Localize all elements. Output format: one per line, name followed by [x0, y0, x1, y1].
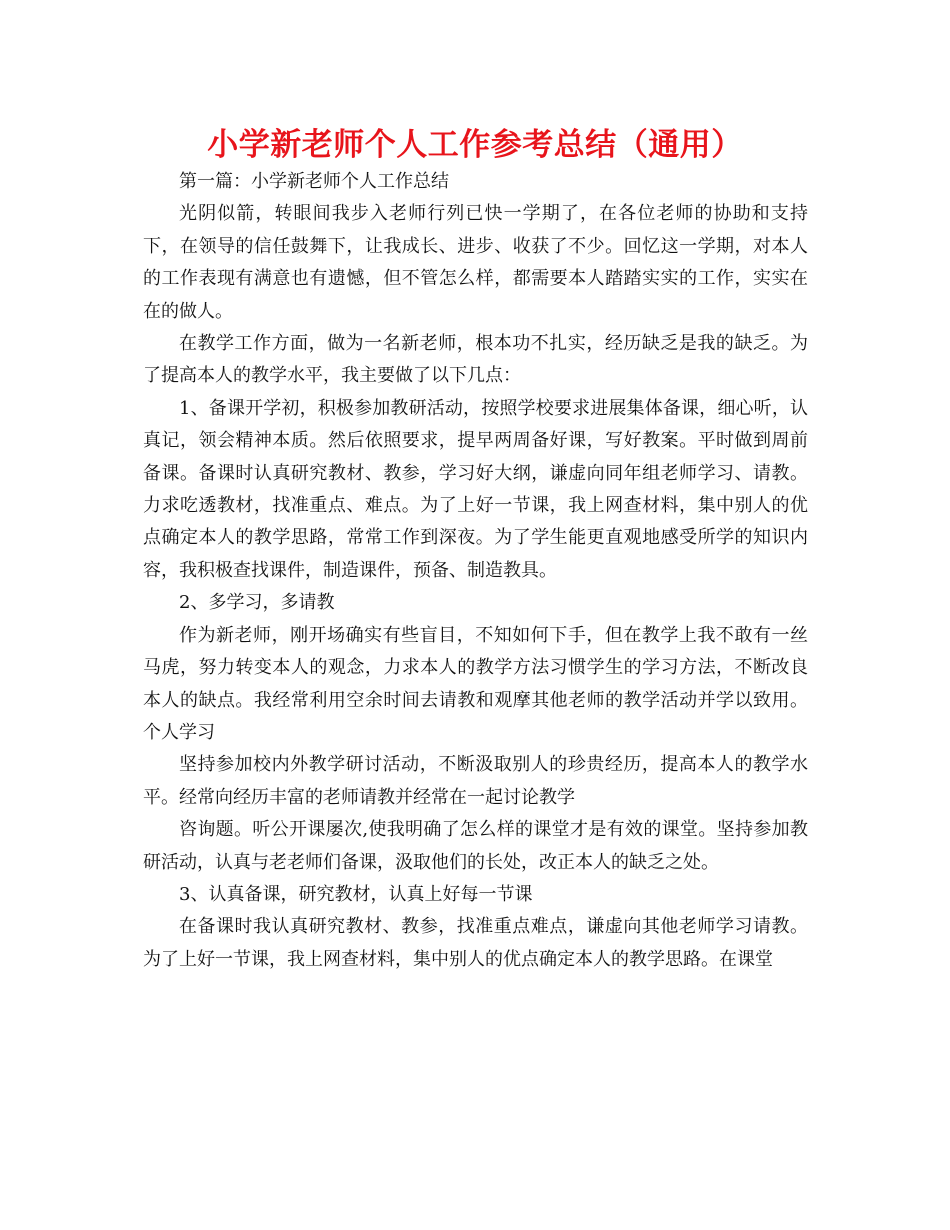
paragraph: 光阴似箭，转眼间我步入老师行列已快一学期了，在各位老师的协助和支持下，在领导的信任鼓舞下，让我成长、进步、收获了不少。回忆这一学期，对本人的工作表现有满意也有遗憾，但不管怎么样，都需要本人踏踏实实的工作，实实在在的做人。 [143, 203, 808, 322]
document-title: 小学新老师个人工作参考总结（通用） [207, 127, 743, 163]
document-body [143, 166, 808, 976]
subheading: 2、多学习，多请教 [179, 592, 335, 614]
paragraph: 在教学工作方面，做为一名新老师，根本功不扎实，经历缺乏是我的缺乏。为了提高本人的教学水平，我主要做了以下几点： [143, 333, 808, 387]
paragraph: 坚持参加校内外教学研讨活动，不断汲取别人的珍贵经历，提高本人的教学水平。经常向经历丰富的老师请教并经常在一起讨论教学 [143, 754, 808, 808]
section-heading: 第一篇：小学新老师个人工作总结 [179, 171, 449, 192]
subheading: 3、认真备课，研究教材，认真上好每一节课 [179, 883, 533, 905]
paragraph: 作为新老师，刚开场确实有些盲目，不知如何下手，但在教学上我不敢有一丝马虎，努力转变本人的观念，力求本人的教学方法习惯学生的学习方法，不断改良本人的缺点。我经常利用空余时间去请教和观摩其他老师的教学活动并学以致用。个人学习 [143, 624, 808, 743]
paragraph: 1、备课开学初，积极参加教研活动，按照学校要求进展集体备课，细心听，认真记，领会精神本质。然后依照要求，提早两周备好课，写好教案。平时做到周前备课。备课时认真研究教材、教参，学习好大纲，谦虚向同年组老师学习、请教。力求吃透教材，找准重点、难点。为了上好一节课，我上网查材料，集中别人的优点确定本人的教学思路，常常工作到深夜。为了学生能更直观地感受所学的知识内容，我积极查找课件，制造课件，预备、制造教具。 [143, 397, 808, 581]
paragraph: 在备课时我认真研究教材、教参，找准重点难点，谦虚向其他老师学习请教。为了上好一节课，我上网查材料，集中别人的优点确定本人的教学思路。在课堂 [143, 916, 808, 970]
paragraph: 咨询题。听公开课屡次,使我明确了怎么样的课堂才是有效的课堂。坚持参加教研活动，认真与老老师们备课，汲取他们的长处，改正本人的缺乏之处。 [143, 819, 808, 873]
